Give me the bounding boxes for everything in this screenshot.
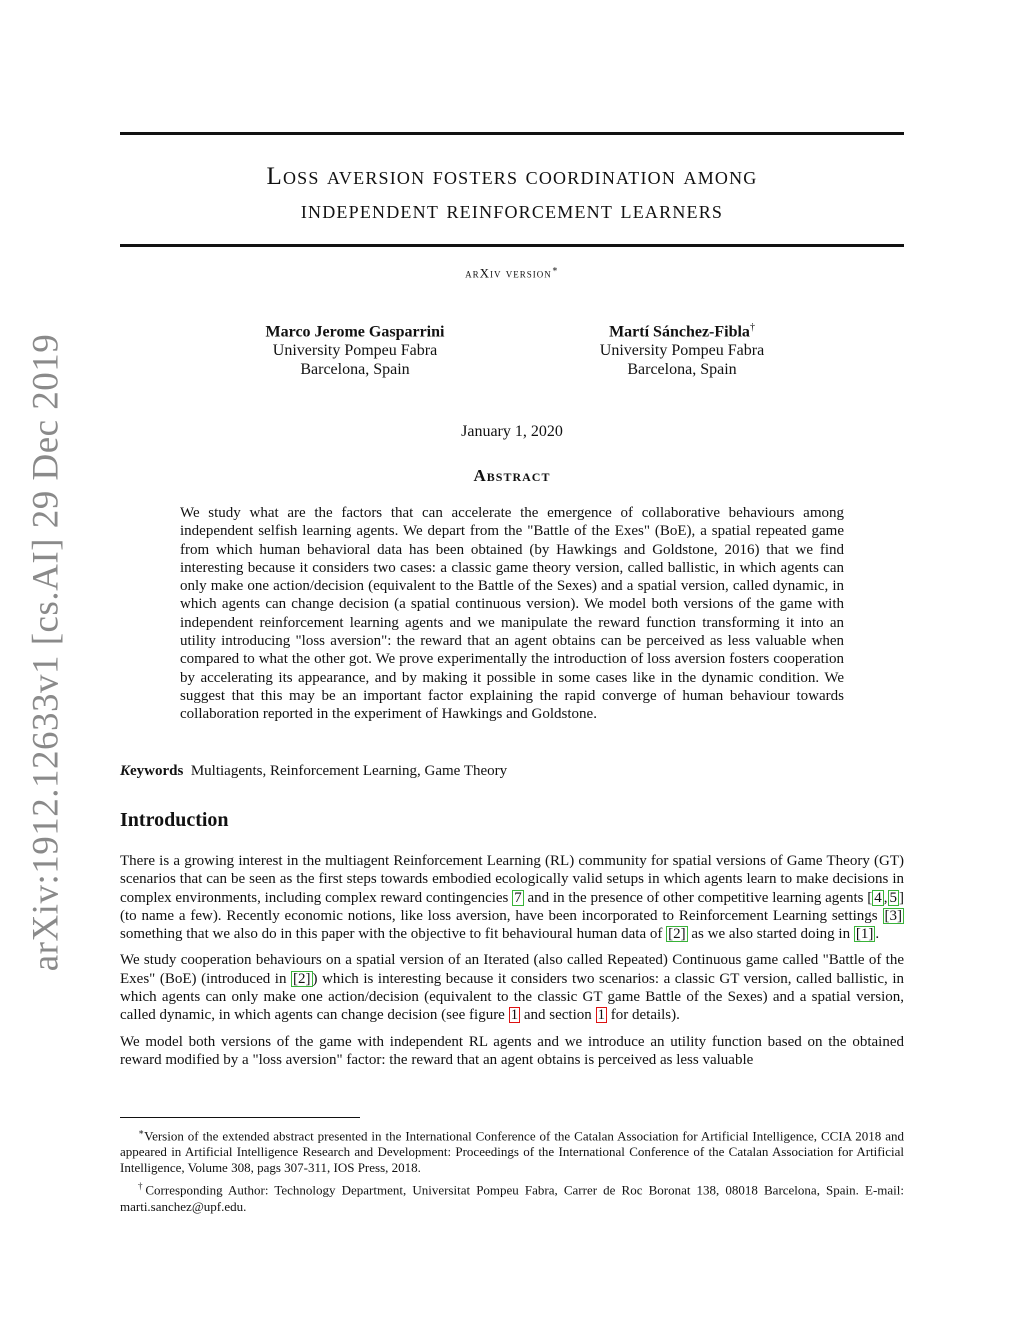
title-bottom-rule <box>120 244 904 247</box>
keywords-label-rest: eywords <box>130 763 184 779</box>
abstract-text: We study what are the factors that can accelerate the emergence of collaborative behaviours among independent selfish learning agents. We depart from the "Battle of the Exes" (BoE), a spatial repeated game from which human behavioral data has been obtained (by Hawkings and Goldstone, 2016) that we find interesting because it considers two cases: a classic game theory version, called ballistic, in which agents can only make one action/decision (equivalent to the Battle of the Sexes) and a spatial version, called dynamic, in which agents can change decision (a spatial continuous version). We model both versions of the game with independent reinforcement learning agents and we manipulate the reward function transforming it into an utility introducing "loss aversion": the reward that an agent obtains can be perceived as less valuable when compared to what the other got. We prove experimentally the introduction of loss aversion fosters cooperation by accelerating its appearance, and by making it possible in some cases like in the dynamic condition. We suggest that this may be an important factor explaining the rapid converge of human behaviour towards collaboration reported in the experiment of Hawkings and Goldstone. <box>180 505 844 723</box>
citation-link[interactable]: 4 <box>874 889 882 906</box>
footnote-2-mark: † <box>138 1181 146 1192</box>
author-name: Marco Jerome Gasparrini <box>265 323 445 341</box>
arxiv-identifier <box>25 333 67 971</box>
footnote-2 <box>120 1178 904 1214</box>
author-footnote-mark[interactable]: † <box>749 322 755 333</box>
citation-link[interactable]: [2] <box>293 970 311 987</box>
introduction-body <box>120 852 904 1077</box>
footnote-1-text: Version of the extended abstract presented in the International Conference of the Catalan Association for Artificial Intelligence, CCIA 2018 and appeared in Artificial Intelligence Research and Development: Proceedings of the International Conference of the Catalan Association for Artificial Intelligence, Volume 308, pags 307-311, IOS Press, 2018. <box>120 1128 904 1176</box>
citation-link[interactable]: [1] <box>855 926 874 943</box>
author-location: Barcelona, Spain <box>300 361 410 379</box>
footnotes <box>120 1124 904 1217</box>
version-note <box>120 264 904 281</box>
section-link[interactable]: 1 <box>597 1007 605 1024</box>
intro-paragraph-2: We study cooperation behaviours on a spatial version of an Iterated (also called Repeated) Continuous game called "Battle of the Exes" (BoE) (introduced in [2] ) which is interesting because it considers two scenarios: a classic GT version, called ballistic, in which agents can only make one action/decision (equivalent to the classic GT game Battle of the Sexes) and a spatial version, called dynamic, in which agents can change decision (see figure 1 and section 1 for details). <box>120 952 904 1024</box>
intro-paragraph-3: We model both versions of the game with independent RL agents and we introduce an utility function based on the obtained reward modified by a "loss aversion" factor: the reward that an agent obtains is perceived as less valuable <box>120 1033 904 1068</box>
citation-link[interactable]: [2] <box>668 926 686 943</box>
figure-link[interactable]: 1 <box>510 1007 519 1024</box>
citation-link[interactable]: [3] <box>884 907 902 924</box>
paper-title <box>120 160 904 228</box>
footnote-rule <box>120 1117 360 1118</box>
author-affiliation: University Pompeu Fabra <box>599 342 765 360</box>
author-block-1 <box>225 318 485 379</box>
keywords-line <box>120 763 904 780</box>
author-block-2 <box>552 318 812 379</box>
title-top-rule <box>120 132 904 135</box>
footnote-1 <box>120 1124 904 1176</box>
title-line-1: Loss aversion fosters coordination among <box>266 163 758 190</box>
footnote-1-mark: ∗ <box>138 1127 145 1137</box>
author-affiliation: University Pompeu Fabra <box>272 342 438 360</box>
author-name: Martí Sánchez-Fibla <box>609 323 750 341</box>
arxiv-identifier-text: arXiv:1912.12633v1 [cs.AI] 29 Dec 2019 <box>25 333 67 971</box>
publication-date: January 1, 2020 <box>461 423 563 440</box>
version-footnote-mark[interactable]: ∗ <box>551 264 559 274</box>
keywords-label-initial: K <box>120 763 131 779</box>
section-heading-introduction: Introduction <box>120 809 229 831</box>
footnote-2-text: Corresponding Author: Technology Department, Universitat Pompeu Fabra, Carrer de Roc Boronat 138, 08018 Barcelona, Spain. E-mail: marti.sanchez@upf.edu. <box>120 1182 904 1214</box>
citation-link[interactable]: 5 <box>889 889 897 906</box>
keywords-list: Multiagents, Reinforcement Learning, Game Theory <box>190 763 508 779</box>
version-label: arXiv version <box>465 265 552 281</box>
intro-paragraph-1: There is a growing interest in the multiagent Reinforcement Learning (RL) community for spatial versions of Game Theory (GT) scenarios that can be seen as the first steps towards embodied ecologically valid setups in which agents learn to make decisions in complex environments, including complex reward contingencies 7 and in the presence of other competitive learning agents [ 4 , 5 ] (to name a few). Recently economic notions, like loss aversion, have been incorporated to Reinforcement Learning settings [3] something that we also do in this paper with the objective to fit behavioural human data of [2] as we also started doing in [1] . <box>120 853 904 943</box>
abstract-heading: Abstract <box>473 466 551 485</box>
citation-link[interactable]: 7 <box>514 889 522 906</box>
author-location: Barcelona, Spain <box>627 361 737 379</box>
title-line-2: independent reinforcement learners <box>300 197 724 224</box>
